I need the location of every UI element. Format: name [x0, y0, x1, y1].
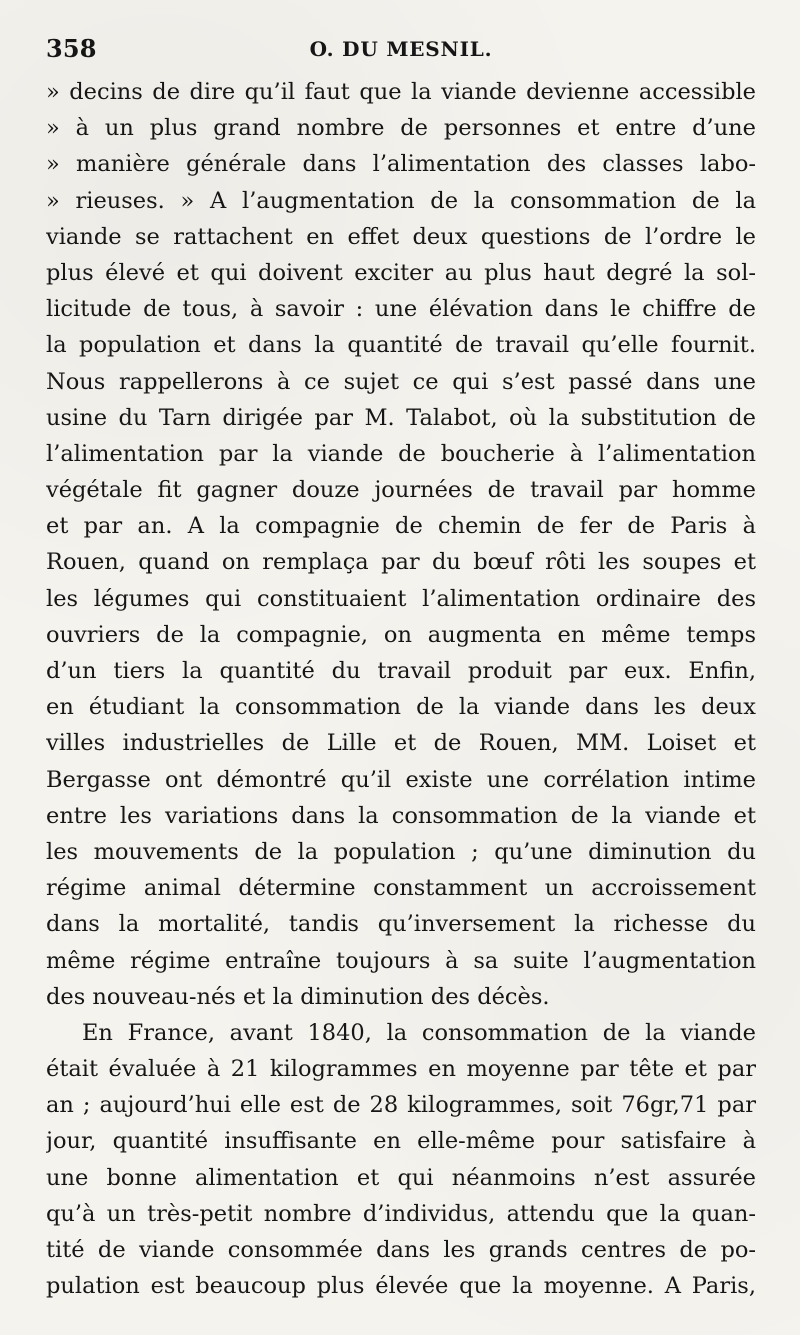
- running-head: O. DU MESNIL.: [309, 37, 493, 61]
- text-line: villes industrielles de Lille et de Rouen, MM. Loiset et: [46, 730, 756, 757]
- text-line: En France, avant 1840, la consommation de la viande: [82, 1019, 756, 1046]
- text-line: Bergasse ont démontré qu’il existe une corrélation intime: [46, 766, 756, 793]
- text-line: même régime entraîne toujours à sa suite l’augmentation: [46, 947, 756, 974]
- text-line: végétale fit gagner douze journées de travail par homme: [46, 477, 756, 504]
- text-line: » à un plus grand nombre de personnes et entre d’une: [46, 115, 756, 142]
- text-line: viande se rattachent en effet deux questions de l’ordre le: [46, 223, 756, 250]
- text-line: usine du Tarn dirigée par M. Talabot, où la substitution de: [46, 404, 756, 431]
- text-line: Nous rappellerons à ce sujet ce qui s’est passé dans une: [46, 368, 756, 395]
- text-line: entre les variations dans la consommation de la viande et: [46, 802, 756, 829]
- main-text: [46, 74, 756, 1304]
- text-line: an ; aujourd’hui elle est de 28 kilogrammes, soit 76gr,71 par: [46, 1092, 756, 1119]
- page-number: 358: [46, 34, 97, 63]
- text-line: plus élevé et qui doivent exciter au plus haut degré la sol-: [46, 259, 756, 286]
- text-line: des nouveau-nés et la diminution des décès.: [46, 983, 550, 1010]
- text-line: jour, quantité insuffisante en elle-même pour satisfaire à: [46, 1128, 756, 1155]
- text-line: ouvriers de la compagnie, on augmenta en même temps: [46, 621, 756, 648]
- text-line: qu’à un très-petit nombre d’individus, attendu que la quan-: [46, 1200, 756, 1227]
- text-line: les mouvements de la population ; qu’une diminution du: [46, 838, 756, 865]
- page-header: [46, 28, 756, 70]
- text-line: était évaluée à 21 kilogrammes en moyenne par tête et par: [46, 1056, 756, 1083]
- text-line: Rouen, quand on remplaça par du bœuf rôti les soupes et: [46, 549, 756, 576]
- text-line: et par an. A la compagnie de chemin de fer de Paris à: [46, 513, 756, 540]
- text-line: » decins de dire qu’il faut que la viande devienne accessible: [46, 79, 756, 105]
- text-line: les légumes qui constituaient l’alimentation ordinaire des: [46, 585, 756, 612]
- text-line: tité de viande consommée dans les grands centres de po-: [46, 1237, 756, 1263]
- text-line: pulation est beaucoup plus élevée que la moyenne. A Paris,: [46, 1273, 756, 1300]
- text-line: l’alimentation par la viande de boucherie à l’alimentation: [46, 440, 756, 467]
- text-line: en étudiant la consommation de la viande dans les deux: [46, 694, 756, 721]
- text-line: » rieuses. » A l’augmentation de la consommation de la: [46, 187, 756, 214]
- text-line: d’un tiers la quantité du travail produit par eux. Enfin,: [46, 658, 756, 684]
- text-line: la population et dans la quantité de travail qu’elle fournit.: [46, 332, 756, 359]
- text-line: une bonne alimentation et qui néanmoins n’est assurée: [46, 1164, 756, 1191]
- text-line: licitude de tous, à savoir : une élévation dans le chiffre de: [46, 296, 756, 323]
- text-line: dans la mortalité, tandis qu’inversement la richesse du: [46, 911, 756, 938]
- text-line: régime animal détermine constamment un accroissement: [46, 875, 756, 902]
- text-line: » manière générale dans l’alimentation des classes labo-: [46, 151, 756, 178]
